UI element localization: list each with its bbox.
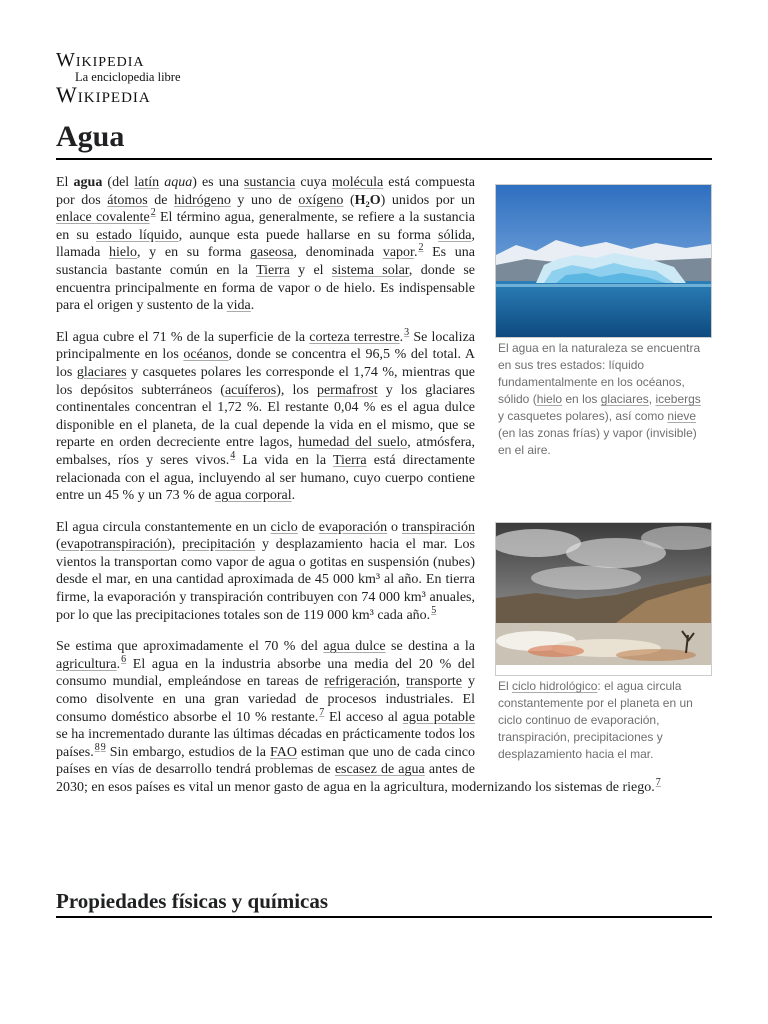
- reference-link[interactable]: 8: [94, 741, 100, 753]
- figure-water-cycle: [495, 522, 713, 763]
- reference-link[interactable]: 5: [431, 604, 437, 616]
- reference-link[interactable]: 2: [418, 242, 424, 254]
- reference-link[interactable]: 7: [319, 706, 325, 718]
- wiki-link[interactable]: estado líquido: [96, 227, 179, 243]
- caption-text: : el agua circula constantemente por el planeta en un ciclo continuo de evaporación, transpiración, precipitaciones y desplazamiento hacia el mar.: [498, 679, 693, 761]
- text: Se localiza principalmente en los: [56, 329, 476, 363]
- text: o: [387, 519, 402, 535]
- wiki-link[interactable]: átomos: [107, 192, 148, 208]
- text: (: [343, 192, 355, 208]
- text: La vida en la: [235, 452, 333, 468]
- text: ) unidos por un: [380, 192, 475, 208]
- wiki-link[interactable]: agua potable: [402, 709, 475, 725]
- text: estiman que uno de cada cinco países en vías de desarrollo tendrá problemas de: [56, 744, 476, 778]
- text: ), los: [276, 382, 317, 398]
- logo-wordmark-secondary: Wikipedia: [56, 82, 151, 107]
- caption-text: en los: [562, 392, 601, 406]
- wiki-link[interactable]: precipitación: [182, 537, 256, 553]
- page-title: Agua: [56, 118, 712, 160]
- wiki-link[interactable]: vapor: [382, 245, 414, 261]
- text: , aunque esta puede hallarse en su forma: [178, 227, 439, 243]
- logo-wordmark: Wikipedia: [56, 49, 145, 71]
- reference: [431, 605, 436, 616]
- text: antes de 2030; en esos países es vital un menor gasto de agua en la agricultura, modernizando los sistemas de riego.: [56, 762, 655, 795]
- wiki-link[interactable]: FAO: [269, 744, 297, 760]
- text: Se estima que aproximadamente el 70 % del: [56, 639, 324, 655]
- italic-term: aqua: [164, 175, 193, 190]
- caption-link-glaciares[interactable]: glaciares: [600, 392, 649, 406]
- text: de: [147, 192, 175, 208]
- wiki-link[interactable]: sustancia: [243, 175, 296, 190]
- glacier-image[interactable]: [495, 184, 712, 338]
- caption-link-icebergs[interactable]: icebergs: [655, 392, 701, 406]
- wiki-link[interactable]: evapotranspiración: [60, 537, 168, 553]
- wiki-link[interactable]: refrigeración: [324, 674, 397, 690]
- wiki-link[interactable]: Tierra: [332, 452, 367, 468]
- text: y los glaciares continentales concentran el 1,72 %. El restante 0,04 % es el agua dulce disponible en el planeta, de la cual depende la vida en el mismo, que se reparte en orden decreciente entre lagos,: [56, 382, 475, 451]
- wiki-link[interactable]: latín: [134, 175, 160, 190]
- text: y el: [289, 262, 332, 278]
- text: (del: [102, 175, 135, 190]
- text: está directamente relacionada con el agua, incluyendo al ser humano, cuyo cuerpo contiene entre un 45 % y un 73 % de: [56, 452, 475, 504]
- figure-caption: [495, 676, 713, 763]
- wiki-link[interactable]: oxígeno: [298, 192, 344, 208]
- wikipedia-logo[interactable]: [56, 50, 196, 106]
- text: y uno de: [230, 192, 299, 208]
- caption-link-nieve[interactable]: nieve: [667, 409, 697, 423]
- wiki-link[interactable]: sólida: [438, 227, 472, 243]
- wiki-link[interactable]: sistema solar: [331, 262, 409, 278]
- text: , donde se concentra el 96,5 % del total. A los: [56, 347, 475, 380]
- text: .: [291, 488, 296, 504]
- wiki-link[interactable]: gaseosa: [250, 245, 294, 261]
- text: y como disolvente en una gran variedad de procesos industriales. El consumo doméstico absorbe el 10 % restante.: [56, 674, 475, 725]
- reference-link[interactable]: 6: [121, 653, 127, 665]
- wiki-link[interactable]: Tierra: [256, 262, 290, 278]
- text: ,: [396, 674, 406, 690]
- text: Es una sustancia bastante común en la: [56, 245, 476, 278]
- wiki-link[interactable]: ciclo: [270, 519, 298, 535]
- caption-text: El agua en la naturaleza se encuentra en sus tres estados: líquido fundamentalmente en los océanos, sólido (: [498, 341, 701, 406]
- text: (: [56, 537, 61, 553]
- wiki-link[interactable]: océanos: [183, 347, 229, 363]
- reference-link[interactable]: 2: [150, 207, 156, 219]
- wiki-link[interactable]: hielo: [109, 245, 137, 261]
- wiki-link[interactable]: transporte: [406, 674, 462, 690]
- text: El: [56, 175, 74, 190]
- figure-glacier: [495, 184, 713, 484]
- reference-link[interactable]: 3: [404, 326, 410, 338]
- text: y desplazamiento hacia el mar. Los vientos la transportan como vapor de agua o gotitas en suspensión (nubes) desde el mar, en una cantidad aproximada de 45 000 km³ al año. En tierra firme, la evaporación y transpiración contribuyen con 74 000 km³ anuales, por lo que las precipitaciones totales son de 119 000 km³ cada año.: [56, 537, 475, 623]
- text: se ha incrementado durante las últimas décadas en prácticamente todos los países.: [56, 727, 475, 760]
- text: , donde se encuentra principalmente en forma de vapor o de hielo. Es indispensable para el origen y sustento de la: [56, 262, 475, 314]
- hydrological-cycle-image[interactable]: [495, 522, 712, 676]
- text: de: [297, 519, 319, 535]
- reference-link[interactable]: 7: [655, 777, 661, 788]
- text: cuya: [295, 175, 332, 190]
- text: .: [399, 329, 404, 345]
- wiki-link[interactable]: agua corporal: [215, 488, 292, 504]
- wiki-link[interactable]: agua dulce: [323, 639, 386, 655]
- logo-tagline: La enciclopedia libre: [75, 70, 181, 84]
- text: , denominada: [293, 245, 383, 261]
- wiki-link[interactable]: vida: [226, 298, 251, 314]
- wiki-link[interactable]: transpiración: [401, 519, 476, 535]
- reference: [656, 777, 661, 788]
- text: y casquetes polares les corresponde el 1,74 %, mientras que los depósitos subterráneos (: [56, 364, 475, 398]
- wiki-link[interactable]: agricultura: [56, 656, 117, 672]
- wiki-link[interactable]: evaporación: [318, 519, 388, 535]
- text: El acceso al: [324, 709, 403, 725]
- text: El agua circula constantemente en un: [56, 519, 271, 535]
- text: .: [250, 298, 255, 314]
- caption-text: y casquetes polares), así como: [498, 409, 668, 423]
- text: ),: [167, 537, 183, 553]
- text: ) es una: [192, 175, 244, 190]
- wiki-link[interactable]: escasez de agua: [334, 762, 425, 778]
- text: .: [116, 656, 121, 672]
- text: El agua en la industria absorbe una media del 20 % del consumo mundial, empleándose en tareas de: [56, 656, 475, 690]
- bold-term: agua: [73, 175, 103, 190]
- wiki-link[interactable]: enlace covalente: [56, 210, 150, 226]
- text: , llamada: [56, 227, 475, 261]
- text: El agua cubre el 71 % de la superficie de la: [56, 329, 310, 345]
- wiki-link[interactable]: glaciares: [76, 364, 127, 380]
- article-body: [56, 174, 713, 811]
- text: El término agua, generalmente, se refiere a la sustancia en su: [56, 210, 475, 243]
- wiki-link[interactable]: humedad del suelo: [298, 435, 408, 451]
- text: , atmósfera, embalses, ríos y seres vivos.: [56, 435, 475, 468]
- reference: [95, 742, 100, 753]
- wiki-link[interactable]: molécula: [331, 175, 384, 190]
- wiki-link[interactable]: acuíferos: [224, 382, 277, 398]
- text: , y en su forma: [137, 245, 250, 261]
- glacier-picture: [496, 185, 711, 337]
- reference-link[interactable]: 9: [100, 741, 106, 753]
- bold-term: H₂O: [354, 192, 381, 208]
- text: está compuesta por dos: [56, 175, 476, 208]
- figure-caption: [495, 338, 713, 459]
- caption-text: (en las zonas frías) y vapor (invisible) en el aire.: [498, 426, 697, 457]
- wiki-link[interactable]: corteza terrestre: [309, 329, 400, 345]
- text: Sin embargo, estudios de la: [105, 744, 270, 760]
- reference-link[interactable]: 4: [230, 449, 236, 461]
- hot-springs-picture: [496, 523, 711, 665]
- caption-text: El: [498, 679, 513, 693]
- caption-text: ,: [648, 392, 656, 406]
- section-heading: Propiedades físicas y químicas: [56, 886, 712, 918]
- caption-link-ciclo-hidrologico[interactable]: ciclo hidrológico: [512, 679, 598, 693]
- text: .: [413, 245, 418, 261]
- wiki-link[interactable]: hidrógeno: [174, 192, 231, 208]
- text: se destina a la: [385, 639, 475, 655]
- wiki-link[interactable]: permafrost: [316, 382, 378, 398]
- caption-link-hielo[interactable]: hielo: [536, 392, 563, 406]
